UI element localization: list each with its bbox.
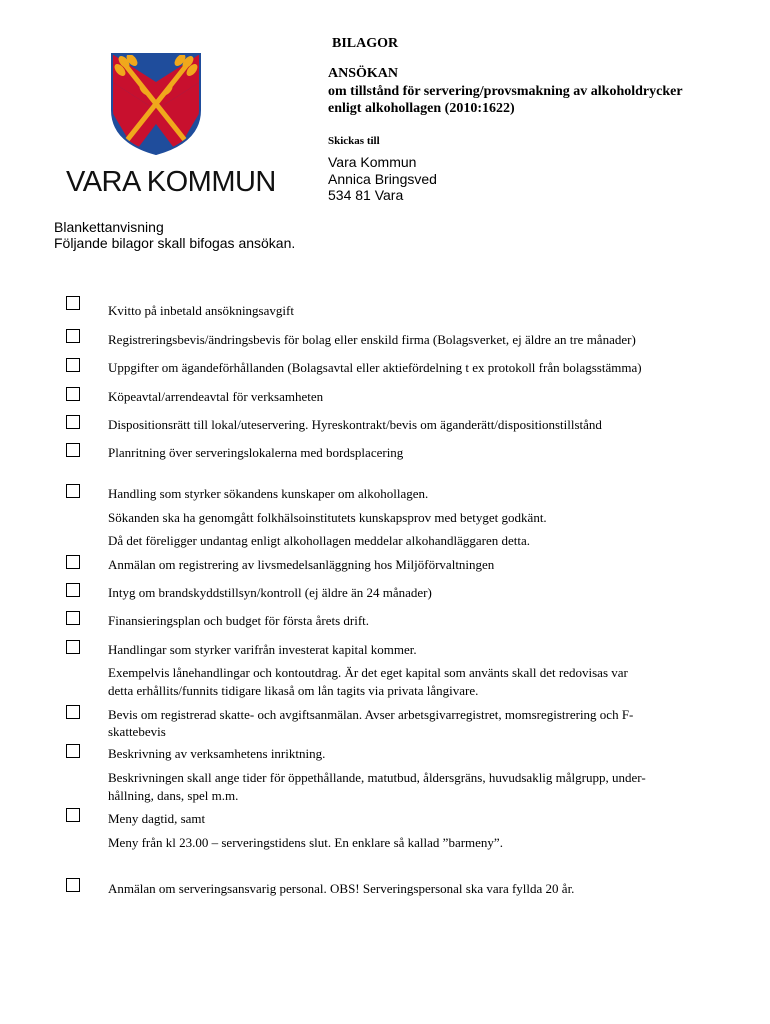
item-3-text: Uppgifter om ägandeförhållanden (Bolagsavtal eller aktiefördelning t ex protokoll från bolagsstämma)	[108, 360, 642, 375]
address-line-1: Vara Kommun	[328, 154, 417, 170]
item-13-detail-2: hållning, dans, spel m.m.	[108, 788, 239, 803]
checkbox-item-7[interactable]	[66, 484, 80, 498]
checkbox-item-4[interactable]	[66, 387, 80, 401]
document-subtitle-line-1: om tillstånd för servering/provsmakning av alkoholdrycker	[328, 84, 683, 99]
item-6-text: Planritning över serveringslokalerna med bordsplacering	[108, 445, 404, 460]
checkbox-item-9[interactable]	[66, 583, 80, 597]
checkbox-item-2[interactable]	[66, 329, 80, 343]
send-to-label: Skickas till	[328, 135, 380, 147]
item-13-text: Beskrivning av verksamhetens inriktning.	[108, 746, 326, 761]
address-line-3: 534 81 Vara	[328, 187, 404, 203]
item-2-text: Registreringsbevis/ändringsbevis för bolag eller enskild firma (Bolagsverket, ej äldre an tre månader)	[108, 332, 636, 347]
item-7-detail-2: Då det föreligger undantag enligt alkohollagen meddelar alkohandläggaren detta.	[108, 533, 530, 548]
checkbox-item-6[interactable]	[66, 443, 80, 457]
item-12-text: Bevis om registrerad skatte- och avgiftsanmälan. Avser arbetsgivarregistret, momsregistrering och F-	[108, 707, 634, 722]
coat-of-arms-icon	[110, 52, 202, 156]
checkbox-item-12[interactable]	[66, 705, 80, 719]
instructions-text: Följande bilagor skall bifogas ansökan.	[54, 235, 296, 251]
brand-name: VARA KOMMUN	[66, 166, 276, 198]
checkbox-item-15[interactable]	[66, 878, 80, 892]
instructions-heading: Blankettanvisning	[54, 219, 164, 235]
checkbox-item-14[interactable]	[66, 808, 80, 822]
item-8-text: Anmälan om registrering av livsmedelsanläggning hos Miljöförvaltningen	[108, 557, 495, 572]
section-heading: BILAGOR	[332, 36, 399, 51]
checkbox-item-10[interactable]	[66, 611, 80, 625]
item-11-detail-1: Exempelvis lånehandlingar och kontoutdrag. Är det eget kapital som använts skall det redovisas var	[108, 665, 628, 680]
checkbox-item-8[interactable]	[66, 555, 80, 569]
document-subtitle-line-2: enligt alkohollagen (2010:1622)	[328, 101, 515, 116]
checkbox-item-5[interactable]	[66, 415, 80, 429]
item-14-detail-1: Meny från kl 23.00 – serveringstidens slut. En enklare så kallad ”barmeny”.	[108, 835, 503, 850]
item-14-text: Meny dagtid, samt	[108, 811, 206, 826]
item-4-text: Köpeavtal/arrendeavtal för verksamheten	[108, 389, 324, 404]
item-9-text: Intyg om brandskyddstillsyn/kontroll (ej äldre än 24 månader)	[108, 585, 432, 600]
item-15-text: Anmälan om serveringsansvarig personal. OBS! Serveringspersonal ska vara fyllda 20 år.	[108, 881, 575, 896]
item-11-detail-2: detta erhållits/funnits tidigare likaså om lån tagits via privata långivare.	[108, 683, 479, 698]
checkbox-item-3[interactable]	[66, 358, 80, 372]
address-line-2: Annica Bringsved	[328, 171, 437, 187]
checkbox-item-13[interactable]	[66, 744, 80, 758]
item-13-detail-1: Beskrivningen skall ange tider för öppethållande, matutbud, åldersgräns, huvudsaklig målgrupp, under-	[108, 770, 646, 785]
item-7-text: Handling som styrker sökandens kunskaper om alkohollagen.	[108, 486, 429, 501]
item-10-text: Finansieringsplan och budget för första årets drift.	[108, 613, 370, 628]
item-7-detail-1: Sökanden ska ha genomgått folkhälsoinstitutets kunskapsprov med betyget godkänt.	[108, 510, 547, 525]
document-title: ANSÖKAN	[328, 66, 399, 81]
checkbox-item-1[interactable]	[66, 296, 80, 310]
item-12-detail-1: skattebevis	[108, 724, 166, 739]
item-1-text: Kvitto på inbetald ansökningsavgift	[108, 303, 294, 318]
item-5-text: Dispositionsrätt till lokal/uteservering. Hyreskontrakt/bevis om äganderätt/dispositionstillstånd	[108, 417, 602, 432]
item-11-text: Handlingar som styrker varifrån investerat kapital kommer.	[108, 642, 417, 657]
checkbox-item-11[interactable]	[66, 640, 80, 654]
